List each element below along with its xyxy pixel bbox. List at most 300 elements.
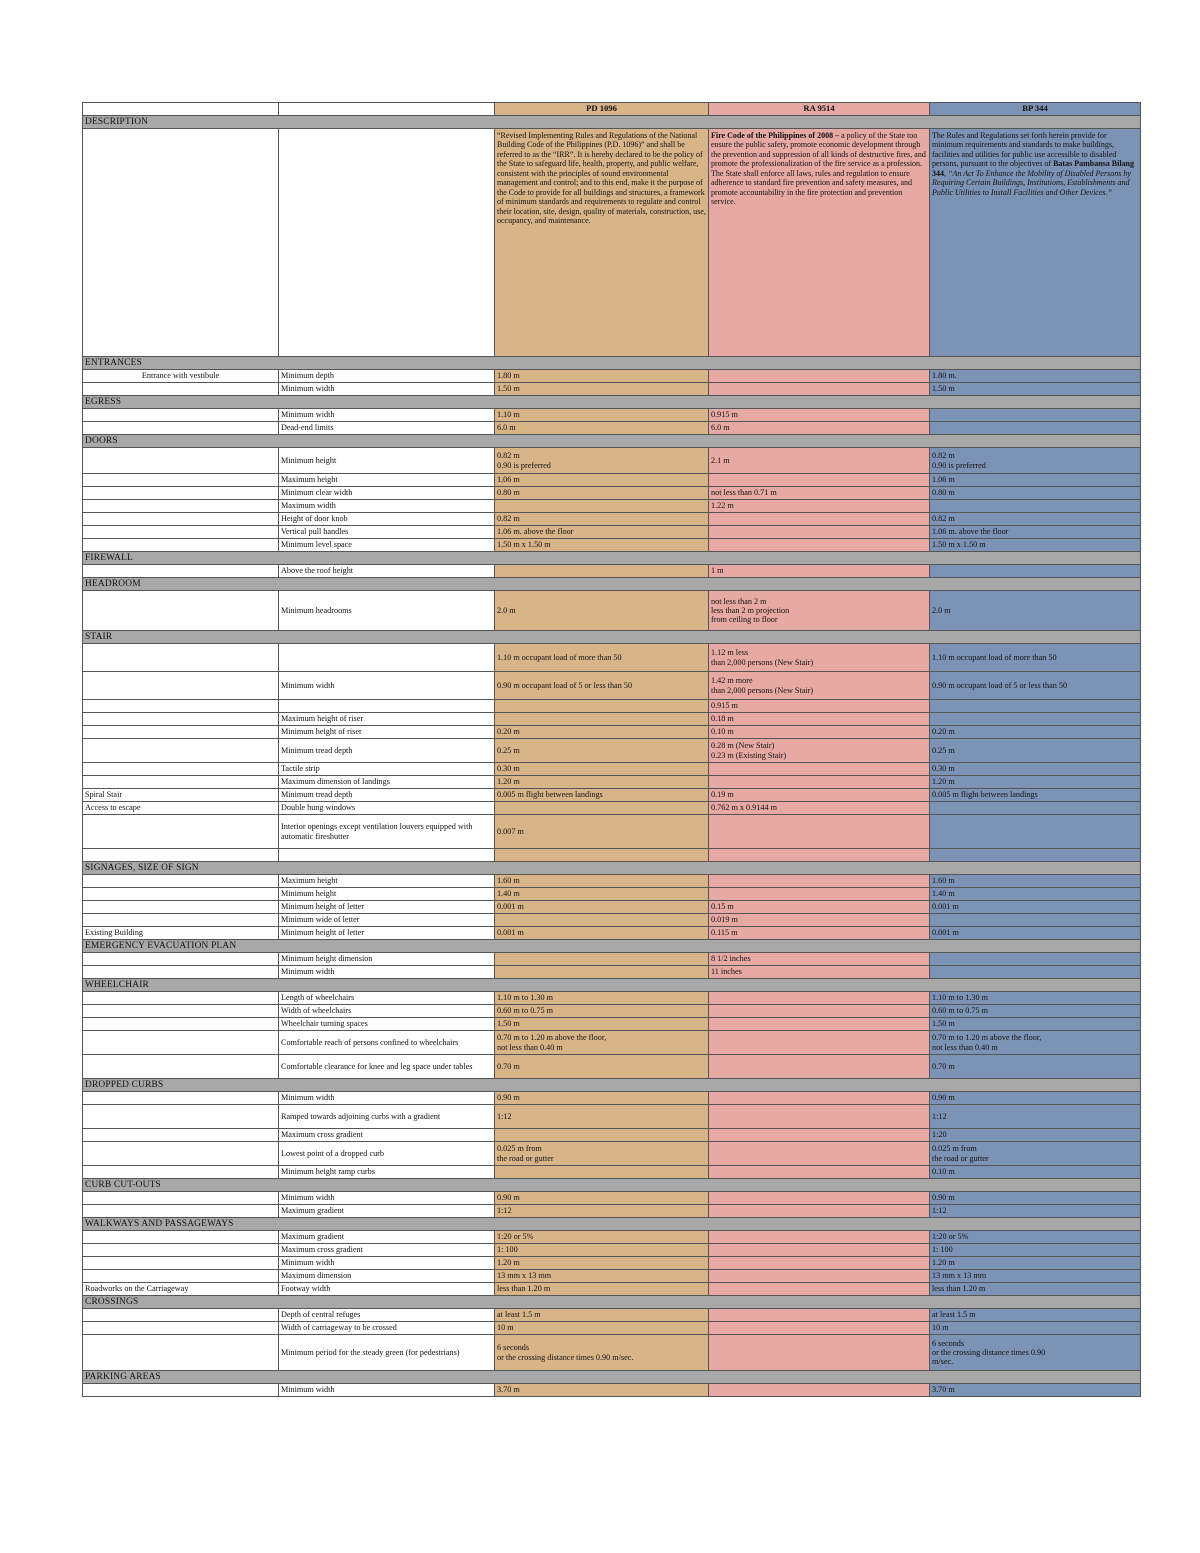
item-cell xyxy=(83,914,279,927)
item-cell xyxy=(83,953,279,966)
ra-value-cell: not less than 2 m less than 2 m projection from ceiling to floor xyxy=(709,591,930,631)
requirement-cell: Minimum height of letter xyxy=(279,927,495,940)
bp-value-cell xyxy=(930,409,1141,422)
requirement-cell: Minimum headrooms xyxy=(279,591,495,631)
section-row xyxy=(83,435,1141,448)
item-cell xyxy=(83,763,279,776)
section-row xyxy=(83,578,1141,591)
ra-value-cell xyxy=(709,1270,930,1283)
requirement-cell: Maximum cross gradient xyxy=(279,1129,495,1142)
ra-value-cell xyxy=(709,888,930,901)
pd-value-cell: 0.82 m xyxy=(495,513,709,526)
bp-value-cell xyxy=(930,815,1141,849)
table-row xyxy=(83,565,1141,578)
pd-value-cell: less than 1.20 m xyxy=(495,1283,709,1296)
requirement-cell: Dead-end limits xyxy=(279,422,495,435)
table-row xyxy=(83,1384,1141,1397)
pd-value-cell: 13 mm x 13 mm xyxy=(495,1270,709,1283)
table-row xyxy=(83,474,1141,487)
requirement-cell: Comfortable clearance for knee and leg space under tables xyxy=(279,1055,495,1079)
pd-value-cell: 0.007 m xyxy=(495,815,709,849)
bp-value-cell: 1.50 m xyxy=(930,1018,1141,1031)
item-cell: Roadworks on the Carriageway xyxy=(83,1283,279,1296)
bp-value-cell: 3.70 m xyxy=(930,1384,1141,1397)
requirement-cell: Maximum dimension of landings xyxy=(279,776,495,789)
ra-value-cell xyxy=(709,526,930,539)
item-cell: Access to escape xyxy=(83,802,279,815)
section-row xyxy=(83,631,1141,644)
ra-value-cell xyxy=(709,1092,930,1105)
item-cell xyxy=(83,526,279,539)
pd-value-cell xyxy=(495,700,709,713)
bp-value-cell: 1.50 m xyxy=(930,383,1141,396)
requirement-cell: Double hung windows xyxy=(279,802,495,815)
item-cell xyxy=(83,487,279,500)
requirement-cell: Minimum width xyxy=(279,1257,495,1270)
item-cell xyxy=(83,700,279,713)
table-row xyxy=(83,1270,1141,1283)
section-label: WHEELCHAIR xyxy=(83,979,1141,992)
table-row xyxy=(83,1142,1141,1166)
ra-value-cell xyxy=(709,1129,930,1142)
table-row xyxy=(83,776,1141,789)
item-cell xyxy=(83,1105,279,1129)
section-label: SIGNAGES, SIZE OF SIGN xyxy=(83,862,1141,875)
ra-value-cell xyxy=(709,1205,930,1218)
pd-value-cell: 1.50 m x 1.50 m xyxy=(495,539,709,552)
table-row xyxy=(83,1129,1141,1142)
bp-value-cell: 0.10 m xyxy=(930,1166,1141,1179)
requirement-cell: Tactile strip xyxy=(279,763,495,776)
table-row xyxy=(83,370,1141,383)
requirement-cell: Minimum tread depth xyxy=(279,739,495,763)
bp-value-cell xyxy=(930,914,1141,927)
item-cell xyxy=(83,644,279,672)
description-bp-text-b: , xyxy=(944,168,948,178)
bp-value-cell: 10 m xyxy=(930,1322,1141,1335)
description-bp-act-title: “An Act To Enhance the Mobility of Disabled Persons by Requiring Certain Buildings, Institutions, Establishments and Public Utilities to Install Facilities and Other Devices.” xyxy=(932,168,1131,197)
pd-value-cell: 1: 100 xyxy=(495,1244,709,1257)
bp-value-cell: 0.70 m to 1.20 m above the floor, not less than 0.40 m xyxy=(930,1031,1141,1055)
section-row xyxy=(83,1079,1141,1092)
section-label: ENTRANCES xyxy=(83,357,1141,370)
bp-value-cell: 1.06 m xyxy=(930,474,1141,487)
requirement-cell: Minimum level space xyxy=(279,539,495,552)
section-row xyxy=(83,862,1141,875)
bp-value-cell xyxy=(930,849,1141,862)
table-row xyxy=(83,1192,1141,1205)
pd-value-cell: 0.82 m 0.90 is preferred xyxy=(495,448,709,474)
bp-value-cell: 0.30 m xyxy=(930,763,1141,776)
table-row xyxy=(83,914,1141,927)
requirement-cell: Ramped towards adjoining curbs with a gradient xyxy=(279,1105,495,1129)
pd-value-cell: 10 m xyxy=(495,1322,709,1335)
ra-value-cell xyxy=(709,763,930,776)
pd-value-cell: 0.001 m xyxy=(495,901,709,914)
ra-value-cell: 1 m xyxy=(709,565,930,578)
ra-value-cell: 1.42 m more than 2,000 persons (New Stair) xyxy=(709,672,930,700)
bp-value-cell: 1:12 xyxy=(930,1205,1141,1218)
pd-value-cell: 6 seconds or the crossing distance times 0.90 m/sec. xyxy=(495,1335,709,1371)
pd-value-cell: 1.40 m xyxy=(495,888,709,901)
bp-value-cell xyxy=(930,713,1141,726)
ra-value-cell xyxy=(709,370,930,383)
ra-value-cell: 6.0 m xyxy=(709,422,930,435)
ra-value-cell xyxy=(709,1005,930,1018)
pd-value-cell: 0.30 m xyxy=(495,763,709,776)
bp-value-cell: 0.60 m to 0.75 m xyxy=(930,1005,1141,1018)
ra-value-cell xyxy=(709,1192,930,1205)
item-cell xyxy=(83,726,279,739)
ra-value-cell xyxy=(709,849,930,862)
item-cell xyxy=(83,1270,279,1283)
pd-value-cell xyxy=(495,802,709,815)
pd-value-cell xyxy=(495,1166,709,1179)
item-cell xyxy=(83,875,279,888)
requirement-cell: Lowest point of a dropped curb xyxy=(279,1142,495,1166)
item-cell: Spiral Stair xyxy=(83,789,279,802)
pd-value-cell: 2.0 m xyxy=(495,591,709,631)
table-row xyxy=(83,789,1141,802)
table-row xyxy=(83,713,1141,726)
bp-value-cell: 0.025 m from the road or gutter xyxy=(930,1142,1141,1166)
section-row xyxy=(83,552,1141,565)
pd-value-cell: 0.80 m xyxy=(495,487,709,500)
requirement-cell: Maximum gradient xyxy=(279,1231,495,1244)
section-label: DESCRIPTION xyxy=(83,116,1141,129)
pd-value-cell: 1.10 m xyxy=(495,409,709,422)
item-cell xyxy=(83,1031,279,1055)
pd-value-cell: 1.20 m xyxy=(495,1257,709,1270)
header-blank-2 xyxy=(279,103,495,116)
ra-value-cell xyxy=(709,1166,930,1179)
table-row xyxy=(83,644,1141,672)
ra-value-cell xyxy=(709,1257,930,1270)
table-row xyxy=(83,966,1141,979)
item-cell xyxy=(83,539,279,552)
table-row xyxy=(83,591,1141,631)
description-bp-text-a: The Rules and Regulations set forth herein provide for minimum requirements and standards to make buildings, facilities and utilities for public use accessible to disabled persons, pursuant to the objectives of xyxy=(932,131,1117,169)
section-row xyxy=(83,1296,1141,1309)
bp-value-cell: 0.90 m occupant load of 5 or less than 50 xyxy=(930,672,1141,700)
pd-value-cell: 1:12 xyxy=(495,1205,709,1218)
item-cell xyxy=(83,776,279,789)
pd-value-cell: 0.90 m xyxy=(495,1192,709,1205)
item-cell xyxy=(83,1231,279,1244)
pd-value-cell: 1.80 m xyxy=(495,370,709,383)
description-bp-title: Batas Pambansa Bilang 344 xyxy=(932,159,1134,178)
bp-value-cell: 1.80 m. xyxy=(930,370,1141,383)
ra-value-cell xyxy=(709,1283,930,1296)
pd-value-cell xyxy=(495,914,709,927)
bp-value-cell xyxy=(930,700,1141,713)
requirement-cell: Minimum depth xyxy=(279,370,495,383)
bp-value-cell: 0.90 m xyxy=(930,1092,1141,1105)
requirement-cell: Interior openings except ventilation louvers equipped with automatic fireshutter xyxy=(279,815,495,849)
ra-value-cell xyxy=(709,474,930,487)
section-row-description xyxy=(83,116,1141,129)
requirement-cell xyxy=(279,700,495,713)
requirement-cell: Maximum gradient xyxy=(279,1205,495,1218)
requirement-cell: Maximum width xyxy=(279,500,495,513)
requirement-cell xyxy=(279,849,495,862)
pd-value-cell: 1.10 m to 1.30 m xyxy=(495,992,709,1005)
item-cell xyxy=(83,448,279,474)
requirement-cell: Minimum wide of letter xyxy=(279,914,495,927)
table-row xyxy=(83,1205,1141,1218)
pd-value-cell: 0.90 m xyxy=(495,1092,709,1105)
item-cell xyxy=(83,1384,279,1397)
bp-value-cell: 0.90 m xyxy=(930,1192,1141,1205)
table-row xyxy=(83,1105,1141,1129)
pd-value-cell: at least 1.5 m xyxy=(495,1309,709,1322)
ra-value-cell xyxy=(709,513,930,526)
bp-value-cell: 1.06 m. above the floor xyxy=(930,526,1141,539)
ra-value-cell: 2.1 m xyxy=(709,448,930,474)
ra-value-cell xyxy=(709,1142,930,1166)
pd-value-cell: 6.0 m xyxy=(495,422,709,435)
section-label: CROSSINGS xyxy=(83,1296,1141,1309)
item-cell xyxy=(83,739,279,763)
item-cell xyxy=(83,672,279,700)
requirement-cell: Minimum width xyxy=(279,672,495,700)
requirement-cell: Height of door knob xyxy=(279,513,495,526)
requirement-cell: Minimum width xyxy=(279,966,495,979)
item-cell xyxy=(83,1322,279,1335)
header-pd-1096: PD 1096 xyxy=(495,103,709,116)
ra-value-cell xyxy=(709,1055,930,1079)
pd-value-cell: 0.60 m to 0.75 m xyxy=(495,1005,709,1018)
table-row xyxy=(83,815,1141,849)
bp-value-cell: 1.20 m xyxy=(930,1257,1141,1270)
item-cell xyxy=(83,1244,279,1257)
description-bp xyxy=(930,129,1141,357)
pd-value-cell: 1:20 or 5% xyxy=(495,1231,709,1244)
requirement-cell: Length of wheelchairs xyxy=(279,992,495,1005)
item-cell xyxy=(83,1092,279,1105)
section-label: PARKING AREAS xyxy=(83,1371,1141,1384)
pd-value-cell: 0.70 m xyxy=(495,1055,709,1079)
bp-value-cell: 0.001 m xyxy=(930,901,1141,914)
bp-value-cell: 1.40 m xyxy=(930,888,1141,901)
description-ra-text: a policy of the State too ensure the public safety, promote economic development through the prevention and suppression of all kinds of destructive fires, and promote the professionalization of the fire service as a profession. The State shall enforce all laws, rules and regulation to ensure adherence to standard fire prevention and safety measures, and promote accountability in the fire protection and prevention service. xyxy=(711,131,926,207)
section-label: HEADROOM xyxy=(83,578,1141,591)
table-row xyxy=(83,700,1141,713)
requirement-cell: Minimum height of letter xyxy=(279,901,495,914)
header-bp-344: BP 344 xyxy=(930,103,1141,116)
ra-value-cell: 0.115 m xyxy=(709,927,930,940)
pd-value-cell: 1.20 m xyxy=(495,776,709,789)
bp-value-cell: 0.82 m 0.90 is preferred xyxy=(930,448,1141,474)
item-cell xyxy=(83,1129,279,1142)
item-cell xyxy=(83,513,279,526)
item-cell: Entrance with vestibule xyxy=(83,370,279,383)
table-row xyxy=(83,1283,1141,1296)
table-row xyxy=(83,672,1141,700)
table-row xyxy=(83,992,1141,1005)
table-row xyxy=(83,1309,1141,1322)
bp-value-cell: 0.82 m xyxy=(930,513,1141,526)
section-row xyxy=(83,357,1141,370)
requirement-cell: Minimum width xyxy=(279,409,495,422)
section-row xyxy=(83,1179,1141,1192)
requirement-cell: Depth of central refuges xyxy=(279,1309,495,1322)
bp-value-cell: 0.005 m flight between landings xyxy=(930,789,1141,802)
pd-value-cell xyxy=(495,565,709,578)
pd-value-cell xyxy=(495,713,709,726)
item-cell xyxy=(83,1142,279,1166)
table-row xyxy=(83,1092,1141,1105)
ra-value-cell: 1.22 m xyxy=(709,500,930,513)
requirement-cell: Minimum height ramp curbs xyxy=(279,1166,495,1179)
section-label: DOORS xyxy=(83,435,1141,448)
item-cell xyxy=(83,815,279,849)
section-label: DROPPED CURBS xyxy=(83,1079,1141,1092)
table-row xyxy=(83,927,1141,940)
ra-value-cell xyxy=(709,1031,930,1055)
description-blank-2 xyxy=(279,129,495,357)
ra-value-cell xyxy=(709,1322,930,1335)
description-blank-1 xyxy=(83,129,279,357)
requirement-cell: Minimum height xyxy=(279,448,495,474)
ra-value-cell xyxy=(709,1244,930,1257)
pd-value-cell: 0.25 m xyxy=(495,739,709,763)
bp-value-cell xyxy=(930,422,1141,435)
ra-value-cell xyxy=(709,383,930,396)
ra-value-cell: 0.019 m xyxy=(709,914,930,927)
requirement-cell: Comfortable reach of persons confined to wheelchairs xyxy=(279,1031,495,1055)
bp-value-cell: 1.20 m xyxy=(930,776,1141,789)
item-cell xyxy=(83,966,279,979)
ra-value-cell: 0.915 m xyxy=(709,409,930,422)
ra-value-cell: 0.10 m xyxy=(709,726,930,739)
section-label: EGRESS xyxy=(83,396,1141,409)
ra-value-cell xyxy=(709,776,930,789)
item-cell xyxy=(83,565,279,578)
ra-value-cell: 0.28 m (New Stair) 0.23 m (Existing Stair) xyxy=(709,739,930,763)
bp-value-cell: 1:20 xyxy=(930,1129,1141,1142)
bp-value-cell: 0.001 m xyxy=(930,927,1141,940)
ra-value-cell: 0.19 m xyxy=(709,789,930,802)
description-ra xyxy=(709,129,930,357)
bp-value-cell: 1:12 xyxy=(930,1105,1141,1129)
section-row xyxy=(83,1371,1141,1384)
bp-value-cell: at least 1.5 m xyxy=(930,1309,1141,1322)
table-row xyxy=(83,1231,1141,1244)
section-row xyxy=(83,979,1141,992)
table-row xyxy=(83,1005,1141,1018)
table-row xyxy=(83,487,1141,500)
table-row xyxy=(83,539,1141,552)
table-row xyxy=(83,500,1141,513)
bp-value-cell: 2.0 m xyxy=(930,591,1141,631)
bp-value-cell: 1: 100 xyxy=(930,1244,1141,1257)
section-label: FIREWALL xyxy=(83,552,1141,565)
requirement-cell: Minimum height xyxy=(279,888,495,901)
description-pd: “Revised Implementing Rules and Regulations of the National Building Code of the Philippines (P.D. 1096)” and shall be referred to as the “IRR”. It is hereby declared to be the policy of the State to safeguard life, health, property, and public welfare, consistent with the principles of sound environmental management and control; and to this end, make it the purpose of the Code to provide for all buildings and structures, a framework of minimum standards and requirements to regulate and control their location, site, design, quality of materials, construction, use, occupancy, and maintenance. xyxy=(495,129,709,357)
description-row xyxy=(83,129,1141,357)
table-row xyxy=(83,1257,1141,1270)
ra-value-cell xyxy=(709,1335,930,1371)
table-row xyxy=(83,901,1141,914)
requirement-cell: Minimum width xyxy=(279,1384,495,1397)
comparison-sheet xyxy=(82,102,1140,1397)
bp-value-cell xyxy=(930,500,1141,513)
section-label: EMERGENCY EVACUATION PLAN xyxy=(83,940,1141,953)
pd-value-cell xyxy=(495,1129,709,1142)
item-cell xyxy=(83,1055,279,1079)
ra-value-cell: 0.18 m xyxy=(709,713,930,726)
bp-value-cell: 1.10 m occupant load of more than 50 xyxy=(930,644,1141,672)
pd-value-cell: 1.06 m. above the floor xyxy=(495,526,709,539)
item-cell xyxy=(83,1335,279,1371)
ra-value-cell: not less than 0.71 m xyxy=(709,487,930,500)
table-body xyxy=(83,103,1141,1397)
section-row xyxy=(83,940,1141,953)
item-cell xyxy=(83,422,279,435)
ra-value-cell: 11 inches xyxy=(709,966,930,979)
ra-value-cell: 8 1/2 inches xyxy=(709,953,930,966)
header-ra-9514: RA 9514 xyxy=(709,103,930,116)
requirement-cell: Maximum height of riser xyxy=(279,713,495,726)
section-label: WALKWAYS AND PASSAGEWAYS xyxy=(83,1218,1141,1231)
requirement-cell: Minimum clear width xyxy=(279,487,495,500)
table-row xyxy=(83,1244,1141,1257)
ra-value-cell xyxy=(709,815,930,849)
pd-value-cell: 0.90 m occupant load of 5 or less than 50 xyxy=(495,672,709,700)
item-cell xyxy=(83,1309,279,1322)
section-row xyxy=(83,1218,1141,1231)
ra-value-cell: 1.12 m less than 2,000 persons (New Stair) xyxy=(709,644,930,672)
bp-value-cell xyxy=(930,953,1141,966)
item-cell xyxy=(83,1205,279,1218)
item-cell xyxy=(83,992,279,1005)
ra-value-cell xyxy=(709,1231,930,1244)
bp-value-cell: 0.20 m xyxy=(930,726,1141,739)
ra-value-cell: 0.762 m x 0.9144 m xyxy=(709,802,930,815)
table-row xyxy=(83,739,1141,763)
requirement-cell: Minimum height of riser xyxy=(279,726,495,739)
requirement-cell: Minimum width xyxy=(279,1092,495,1105)
description-ra-title: Fire Code of the Philippines of 2008 – xyxy=(711,131,840,140)
table-row xyxy=(83,763,1141,776)
ra-value-cell xyxy=(709,1309,930,1322)
pd-value-cell xyxy=(495,953,709,966)
requirement-cell: Maximum dimension xyxy=(279,1270,495,1283)
item-cell xyxy=(83,713,279,726)
requirement-cell: Width of carriageway to be crossed xyxy=(279,1322,495,1335)
requirement-cell: Footway width xyxy=(279,1283,495,1296)
table-row xyxy=(83,448,1141,474)
bp-value-cell xyxy=(930,802,1141,815)
bp-value-cell: 1.50 m x 1.50 m xyxy=(930,539,1141,552)
table-row xyxy=(83,1335,1141,1371)
ra-value-cell xyxy=(709,1105,930,1129)
requirement-cell: Minimum width xyxy=(279,383,495,396)
pd-value-cell: 3.70 m xyxy=(495,1384,709,1397)
bp-value-cell: less than 1.20 m xyxy=(930,1283,1141,1296)
item-cell xyxy=(83,1018,279,1031)
pd-value-cell: 0.005 m flight between landings xyxy=(495,789,709,802)
header-row xyxy=(83,103,1141,116)
requirement-cell: Above the roof height xyxy=(279,565,495,578)
pd-value-cell: 0.20 m xyxy=(495,726,709,739)
bp-value-cell: 6 seconds or the crossing distance times 0.90 m/sec. xyxy=(930,1335,1141,1371)
item-cell xyxy=(83,474,279,487)
table-row xyxy=(83,1055,1141,1079)
bp-value-cell xyxy=(930,966,1141,979)
bp-value-cell: 0.80 m xyxy=(930,487,1141,500)
